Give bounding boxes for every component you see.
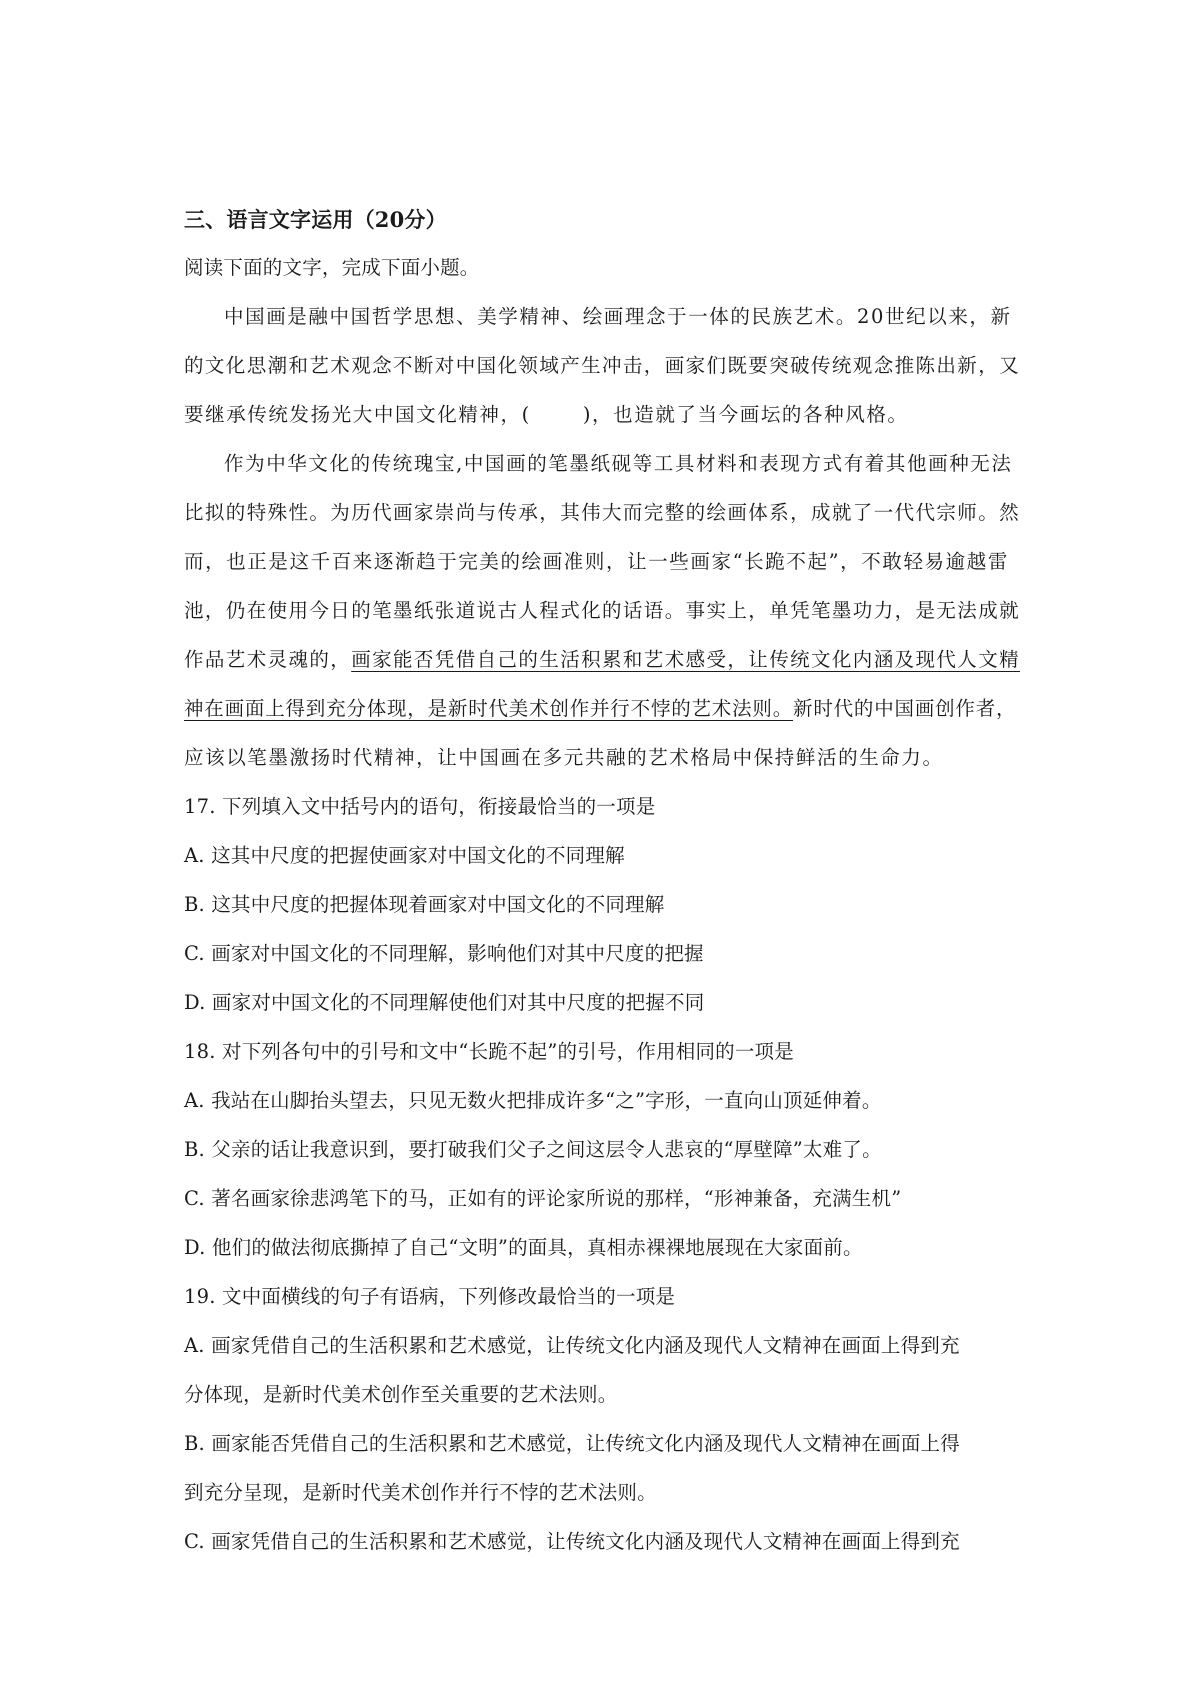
passage-text: 作品艺术灵魂的，: [184, 648, 352, 671]
question-17-option-a: A. 这其中尺度的把握使画家对中国文化的不同理解: [184, 844, 625, 867]
passage-line: 应该以笔墨激扬时代精神，让中国画在多元共融的艺术格局中保持鲜活的生命力。: [184, 746, 944, 769]
question-19-option-a: A. 画家凭借自己的生活积累和艺术感觉，让传统文化内涵及现代人文精神在画面上得到充: [184, 1334, 960, 1357]
question-19-option-c: C. 画家凭借自己的生活积累和艺术感觉，让传统文化内涵及现代人文精神在画面上得到充: [184, 1530, 960, 1553]
passage-text: 要继承传统发扬光大中国文化精神，(: [184, 403, 531, 426]
passage-line: [184, 648, 1020, 672]
underlined-sentence: 神在画面上得到充分体现，是新时代美术创作并行不悖的艺术法则。: [184, 697, 794, 720]
question-18-option-d: D. 他们的做法彻底撕掉了自己“文明”的面具，真相赤裸裸地展现在大家面前。: [184, 1236, 863, 1259]
question-18-option-a: A. 我站在山脚抬头望去，只见无数火把排成许多“之”字形，一直向山顶延伸着。: [184, 1089, 882, 1112]
passage-line-with-blank: [184, 403, 909, 427]
question-18-stem: 18. 对下列各句中的引号和文中“长跪不起”的引号，作用相同的一项是: [184, 1040, 794, 1063]
question-19-stem: 19. 文中面横线的句子有语病，下列修改最恰当的一项是: [184, 1285, 676, 1308]
question-19-option-b: B. 画家能否凭借自己的生活积累和艺术感觉，让传统文化内涵及现代人文精神在画面上得: [184, 1432, 960, 1455]
passage-line: 中国画是融中国哲学思想、美学精神、绘画理念于一体的民族艺术。20世纪以来，新: [224, 305, 1012, 328]
section-heading: 三、语言文字运用（20分）: [184, 207, 447, 232]
passage-line: 而，也正是这千百来逐渐趋于完美的绘画准则，让一些画家“长跪不起”，不敢轻易逾越雷: [184, 550, 1009, 573]
passage-text: )，也造就了当今画坛的各种风格。: [582, 403, 909, 426]
question-18-option-c: C. 著名画家徐悲鸿笔下的马，正如有的评论家所说的那样，“形神兼备，充满生机”: [184, 1187, 902, 1210]
question-19-option-b-cont: 到充分呈现，是新时代美术创作并行不悖的艺术法则。: [184, 1481, 657, 1504]
passage-line: 作为中华文化的传统瑰宝,中国画的笔墨纸砚等工具材料和表现方式有着其他画种无法: [224, 452, 1013, 475]
question-19-option-a-cont: 分体现，是新时代美术创作至关重要的艺术法则。: [184, 1383, 618, 1406]
passage-text: 新时代的中国画创作者，: [793, 697, 1017, 720]
question-17-stem: 17. 下列填入文中括号内的语句，衔接最恰当的一项是: [184, 795, 656, 818]
passage-line: [184, 697, 1016, 721]
question-17-option-b: B. 这其中尺度的把握体现着画家对中国文化的不同理解: [184, 893, 665, 916]
passage-line: 池，仍在使用今日的笔墨纸张道说古人程式化的话语。事实上，单凭笔墨功力，是无法成就: [184, 599, 1021, 622]
passage-line: 比拟的特殊性。为历代画家崇尚与传承，其伟大而完整的绘画体系，成就了一代代宗师。然: [184, 501, 1021, 524]
underlined-sentence: 画家能否凭借自己的生活积累和艺术感受，让传统文化内涵及现代人文精: [351, 648, 1021, 671]
question-17-option-c: C. 画家对中国文化的不同理解，影响他们对其中尺度的把握: [184, 942, 704, 965]
reading-instruction: 阅读下面的文字，完成下面小题。: [184, 256, 480, 279]
question-18-option-b: B. 父亲的话让我意识到，要打破我们父子之间这层令人悲哀的“厚壁障”太难了。: [184, 1138, 882, 1161]
passage-line: 的文化思潮和艺术观念不断对中国化领域产生冲击，画家们既要突破传统观念推陈出新，又: [184, 354, 1021, 377]
question-17-option-d: D. 画家对中国文化的不同理解使他们对其中尺度的把握不同: [184, 991, 705, 1014]
